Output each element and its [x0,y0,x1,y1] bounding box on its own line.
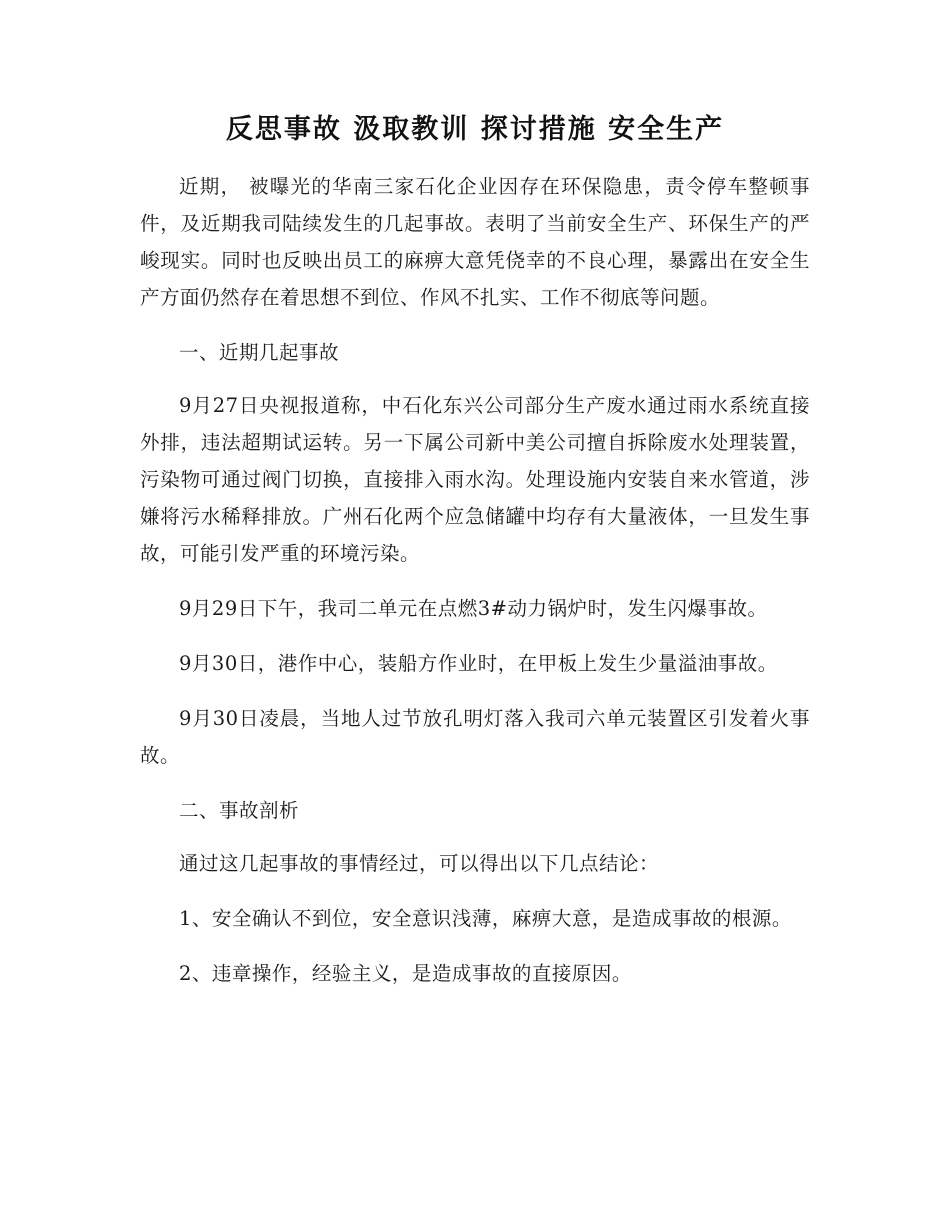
intro-paragraph: 近期， 被曝光的华南三家石化企业因存在环保隐患，责令停车整顿事件，及近期我司陆续发生的几起事故。表明了当前安全生产、环保生产的严峻现实。同时也反映出员工的麻痹大意凭侥幸的不良心理，暴露出在安全生产方面仍然存在着思想不到位、作风不扎实、工作不彻底等问题。 [140,175,810,309]
accident-paragraph-sept-30-oil: 9月30日，港作中心，装船方作业时，在甲板上发生少量溢油事故。 [179,652,778,675]
analysis-intro-paragraph: 通过这几起事故的事情经过，可以得出以下几点结论： [179,852,660,875]
document-title: 反思事故 汲取教训 探讨措施 安全生产 [225,114,725,145]
conclusion-item-2: 2、违章操作，经验主义，是造成事故的直接原因。 [179,962,632,985]
conclusion-item-1: 1、安全确认不到位，安全意识浅薄，麻痹大意，是造成事故的根源。 [179,907,792,930]
accident-paragraph-sept-29: 9月29日下午，我司二单元在点燃3#动力锅炉时，发生闪爆事故。 [179,597,768,620]
section-heading-recent-accidents: 一、近期几起事故 [179,341,340,364]
accident-paragraph-sept-27: 9月27日央视报道称，中石化东兴公司部分生产废水通过雨水系统直接外排，违法超期试运转。另一下属公司新中美公司擅自拆除废水处理装置，污染物可通过阀门切换，直接排入雨水沟。处理设施内安装自来水管道，涉嫌将污水稀释排放。广州石化两个应急储罐中均存有大量液体，一旦发生事故，可能引发严重的环境污染。 [140,394,810,565]
section-heading-analysis: 二、事故剖析 [179,799,300,822]
accident-paragraph-sept-30-fire: 9月30日凌晨，当地人过节放孔明灯落入我司六单元装置区引发着火事故。 [140,707,810,767]
